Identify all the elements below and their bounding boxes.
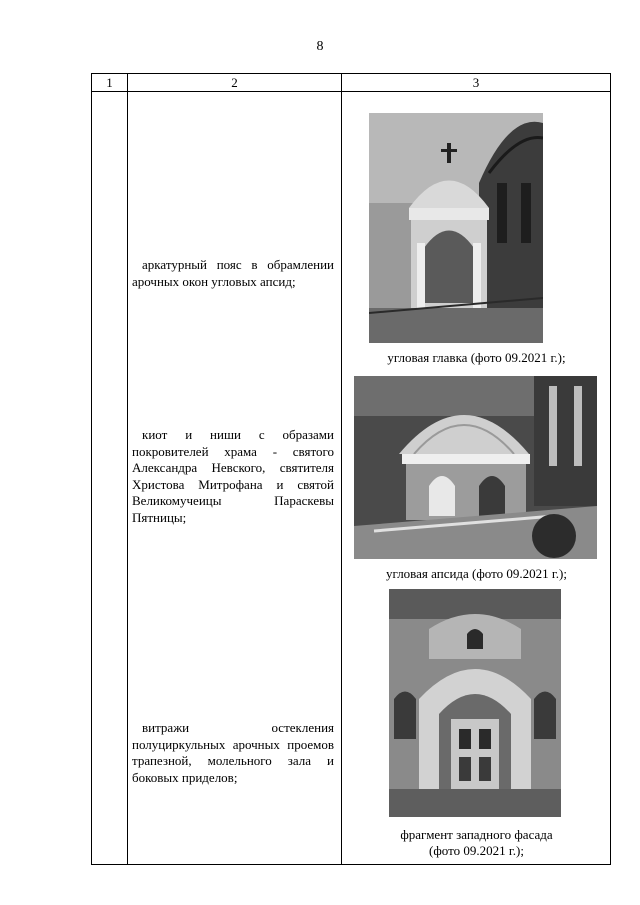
row-number-cell	[92, 92, 128, 865]
photo-cell	[342, 92, 611, 865]
heritage-table	[91, 73, 611, 865]
caption-3-line-2: (фото 09.2021 г.);	[429, 843, 524, 858]
caption-2: угловая апсида (фото 09.2021 г.);	[386, 566, 567, 581]
description-item-2: киот и ниши с образами покровителей храма - святого Александра Невского, святителя Христова Митрофана и святой Великомучеицы Параскевы Пятницы;	[132, 427, 334, 525]
header-col-1: 1	[92, 74, 128, 92]
header-col-2: 2	[128, 74, 342, 92]
table-row	[92, 92, 611, 865]
corner-cupola-photo	[369, 113, 543, 343]
caption-1: угловая главка (фото 09.2021 г.);	[387, 350, 566, 365]
page-number: 8	[316, 39, 324, 54]
header-col-3: 3	[342, 74, 611, 92]
description-item-1: аркатурный пояс в обрамлении арочных окон угловых апсид;	[132, 257, 334, 289]
table-header-row	[92, 74, 611, 92]
description-cell	[128, 92, 342, 865]
corner-apse-photo	[354, 376, 597, 559]
description-item-3: витражи остекления полуциркульных арочных проемов трапезной, молельного зала и боковых приделов;	[132, 720, 334, 785]
west-facade-photo	[389, 589, 561, 817]
caption-3-line-1: фрагмент западного фасада	[400, 827, 553, 842]
